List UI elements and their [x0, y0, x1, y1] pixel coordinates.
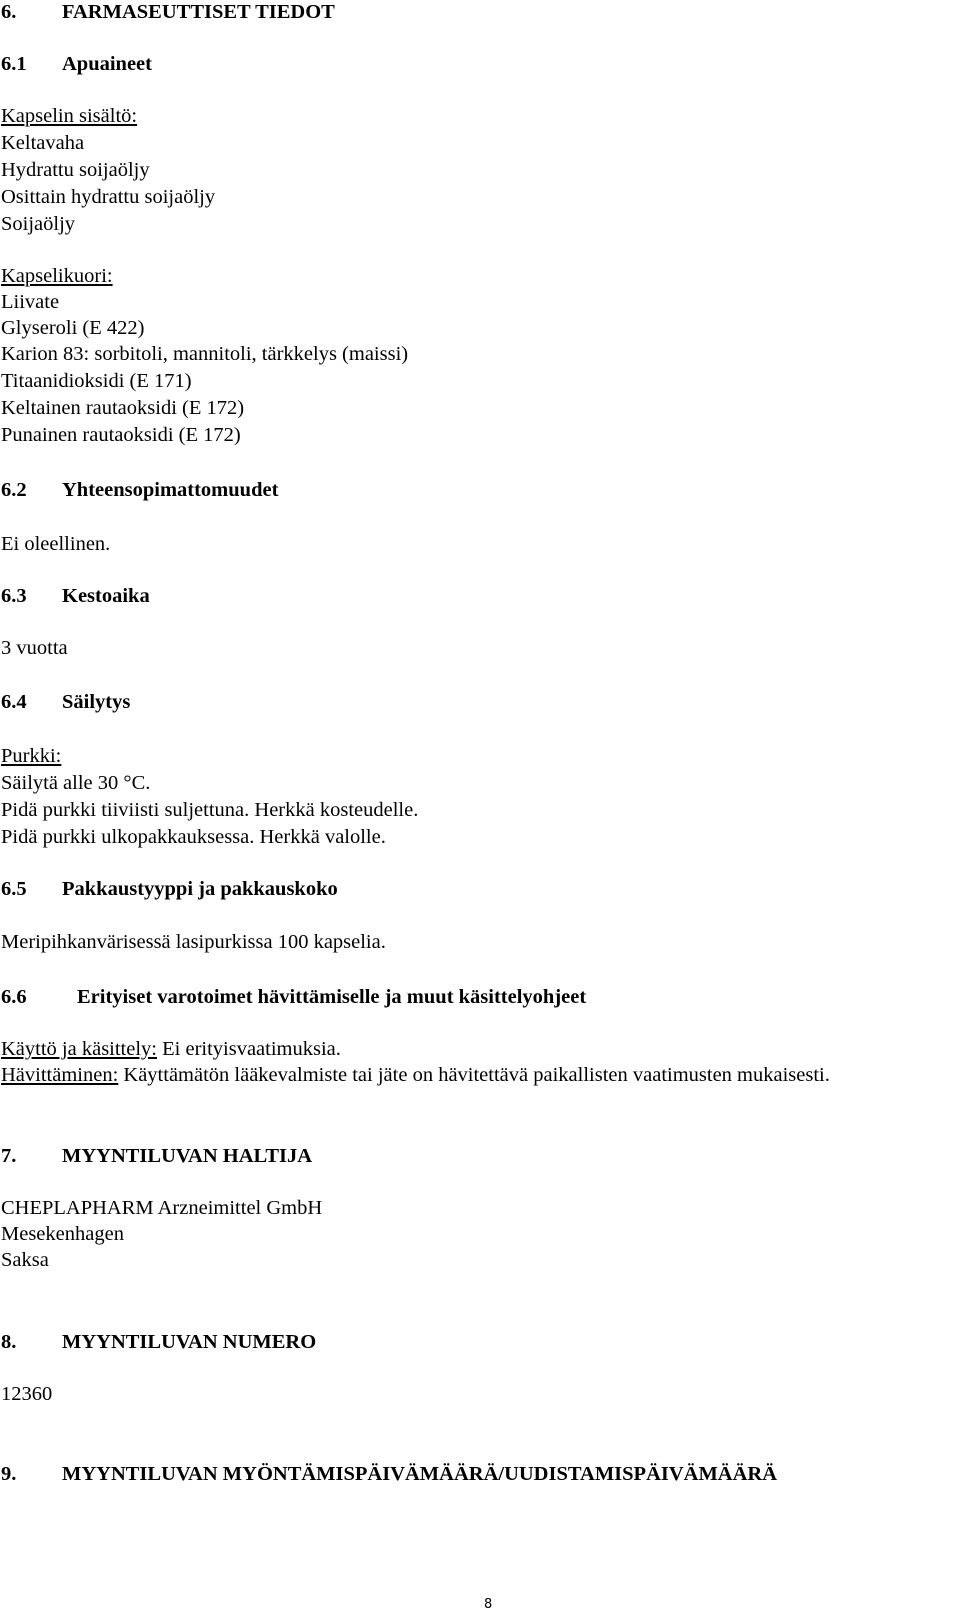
- storage-line: Pidä purkki tiiviisti suljettuna. Herkkä kosteudelle.: [1, 799, 419, 821]
- storage-label: Purkki:: [1, 745, 62, 767]
- holder-line: CHEPLAPHARM Arzneimittel GmbH: [1, 1197, 323, 1219]
- incompatibilities-text: Ei oleellinen.: [1, 533, 111, 555]
- ingredient-line: Osittain hydrattu soijaöljy: [1, 186, 216, 208]
- ingredient-line: Titaanidioksidi (E 171): [1, 370, 192, 392]
- holder-line: Mesekenhagen: [1, 1223, 124, 1245]
- ingredient-line: Hydrattu soijaöljy: [1, 159, 150, 181]
- capsule-contents-label: Kapselin sisältö:: [1, 105, 138, 127]
- subsection-6-4-heading: [1, 690, 131, 714]
- subsection-number: 6.4: [1, 691, 27, 713]
- ingredient-line: Glyseroli (E 422): [1, 317, 145, 339]
- section-9-heading: [1, 1462, 778, 1486]
- section-title: FARMASEUTTISET TIEDOT: [62, 1, 335, 23]
- handling-label: Käyttö ja käsittely:: [1, 1038, 157, 1060]
- subsection-6-1-heading: [1, 52, 152, 76]
- capsule-shell-label: Kapselikuori:: [1, 265, 113, 287]
- section-number: 8.: [1, 1331, 17, 1353]
- section-8-heading: [1, 1330, 317, 1354]
- ingredient-line: Keltavaha: [1, 132, 85, 154]
- section-number: 7.: [1, 1145, 17, 1167]
- disposal-line: [1, 1063, 830, 1087]
- holder-line: Saksa: [1, 1249, 49, 1271]
- section-title: MYYNTILUVAN HALTIJA: [62, 1145, 313, 1167]
- ingredient-line: Punainen rautaoksidi (E 172): [1, 424, 241, 446]
- subsection-title: Erityiset varotoimet hävittämiselle ja muut käsittelyohjeet: [77, 986, 587, 1008]
- section-7-heading: [1, 1144, 313, 1168]
- subsection-number: 6.2: [1, 479, 27, 501]
- shelf-life-text: 3 vuotta: [1, 637, 68, 659]
- subsection-title: Apuaineet: [62, 53, 152, 75]
- section-title: MYYNTILUVAN MYÖNTÄMISPÄIVÄMÄÄRÄ/UUDISTAMISPÄIVÄMÄÄRÄ: [62, 1463, 778, 1485]
- page-number: 8: [484, 1597, 493, 1612]
- subsection-6-3-heading: [1, 584, 150, 608]
- subsection-6-2-heading: [1, 478, 279, 502]
- section-title: MYYNTILUVAN NUMERO: [62, 1331, 317, 1353]
- ingredient-line: Karion 83: sorbitoli, mannitoli, tärkkelys (maissi): [1, 343, 409, 365]
- handling-line: [1, 1037, 341, 1061]
- section-number: 9.: [1, 1463, 17, 1485]
- handling-text: Ei erityisvaatimuksia.: [157, 1038, 341, 1060]
- section-6-heading: [1, 0, 335, 24]
- subsection-number: 6.5: [1, 878, 27, 900]
- subsection-number: 6.6: [1, 986, 27, 1008]
- subsection-title: Yhteensopimattomuudet: [62, 479, 279, 501]
- package-text: Meripihkanvärisessä lasipurkissa 100 kapselia.: [1, 931, 386, 953]
- storage-line: Pidä purkki ulkopakkauksessa. Herkkä valolle.: [1, 826, 386, 848]
- subsection-6-6-heading: [1, 985, 587, 1009]
- authorisation-number: 12360: [1, 1383, 53, 1405]
- section-number: 6.: [1, 1, 17, 23]
- subsection-title: Pakkaustyyppi ja pakkauskoko: [62, 878, 338, 900]
- subsection-6-5-heading: [1, 877, 338, 901]
- storage-line: Säilytä alle 30 °C.: [1, 772, 151, 794]
- subsection-number: 6.1: [1, 53, 27, 75]
- disposal-label: Hävittäminen:: [1, 1064, 119, 1086]
- disposal-text: Käyttämätön lääkevalmiste tai jäte on hävitettävä paikallisten vaatimusten mukaisesti.: [118, 1064, 830, 1086]
- ingredient-line: Soijaöljy: [1, 213, 76, 235]
- ingredient-line: Liivate: [1, 291, 60, 313]
- subsection-title: Kestoaika: [62, 585, 150, 607]
- subsection-title: Säilytys: [62, 691, 131, 713]
- subsection-number: 6.3: [1, 585, 27, 607]
- ingredient-line: Keltainen rautaoksidi (E 172): [1, 397, 245, 419]
